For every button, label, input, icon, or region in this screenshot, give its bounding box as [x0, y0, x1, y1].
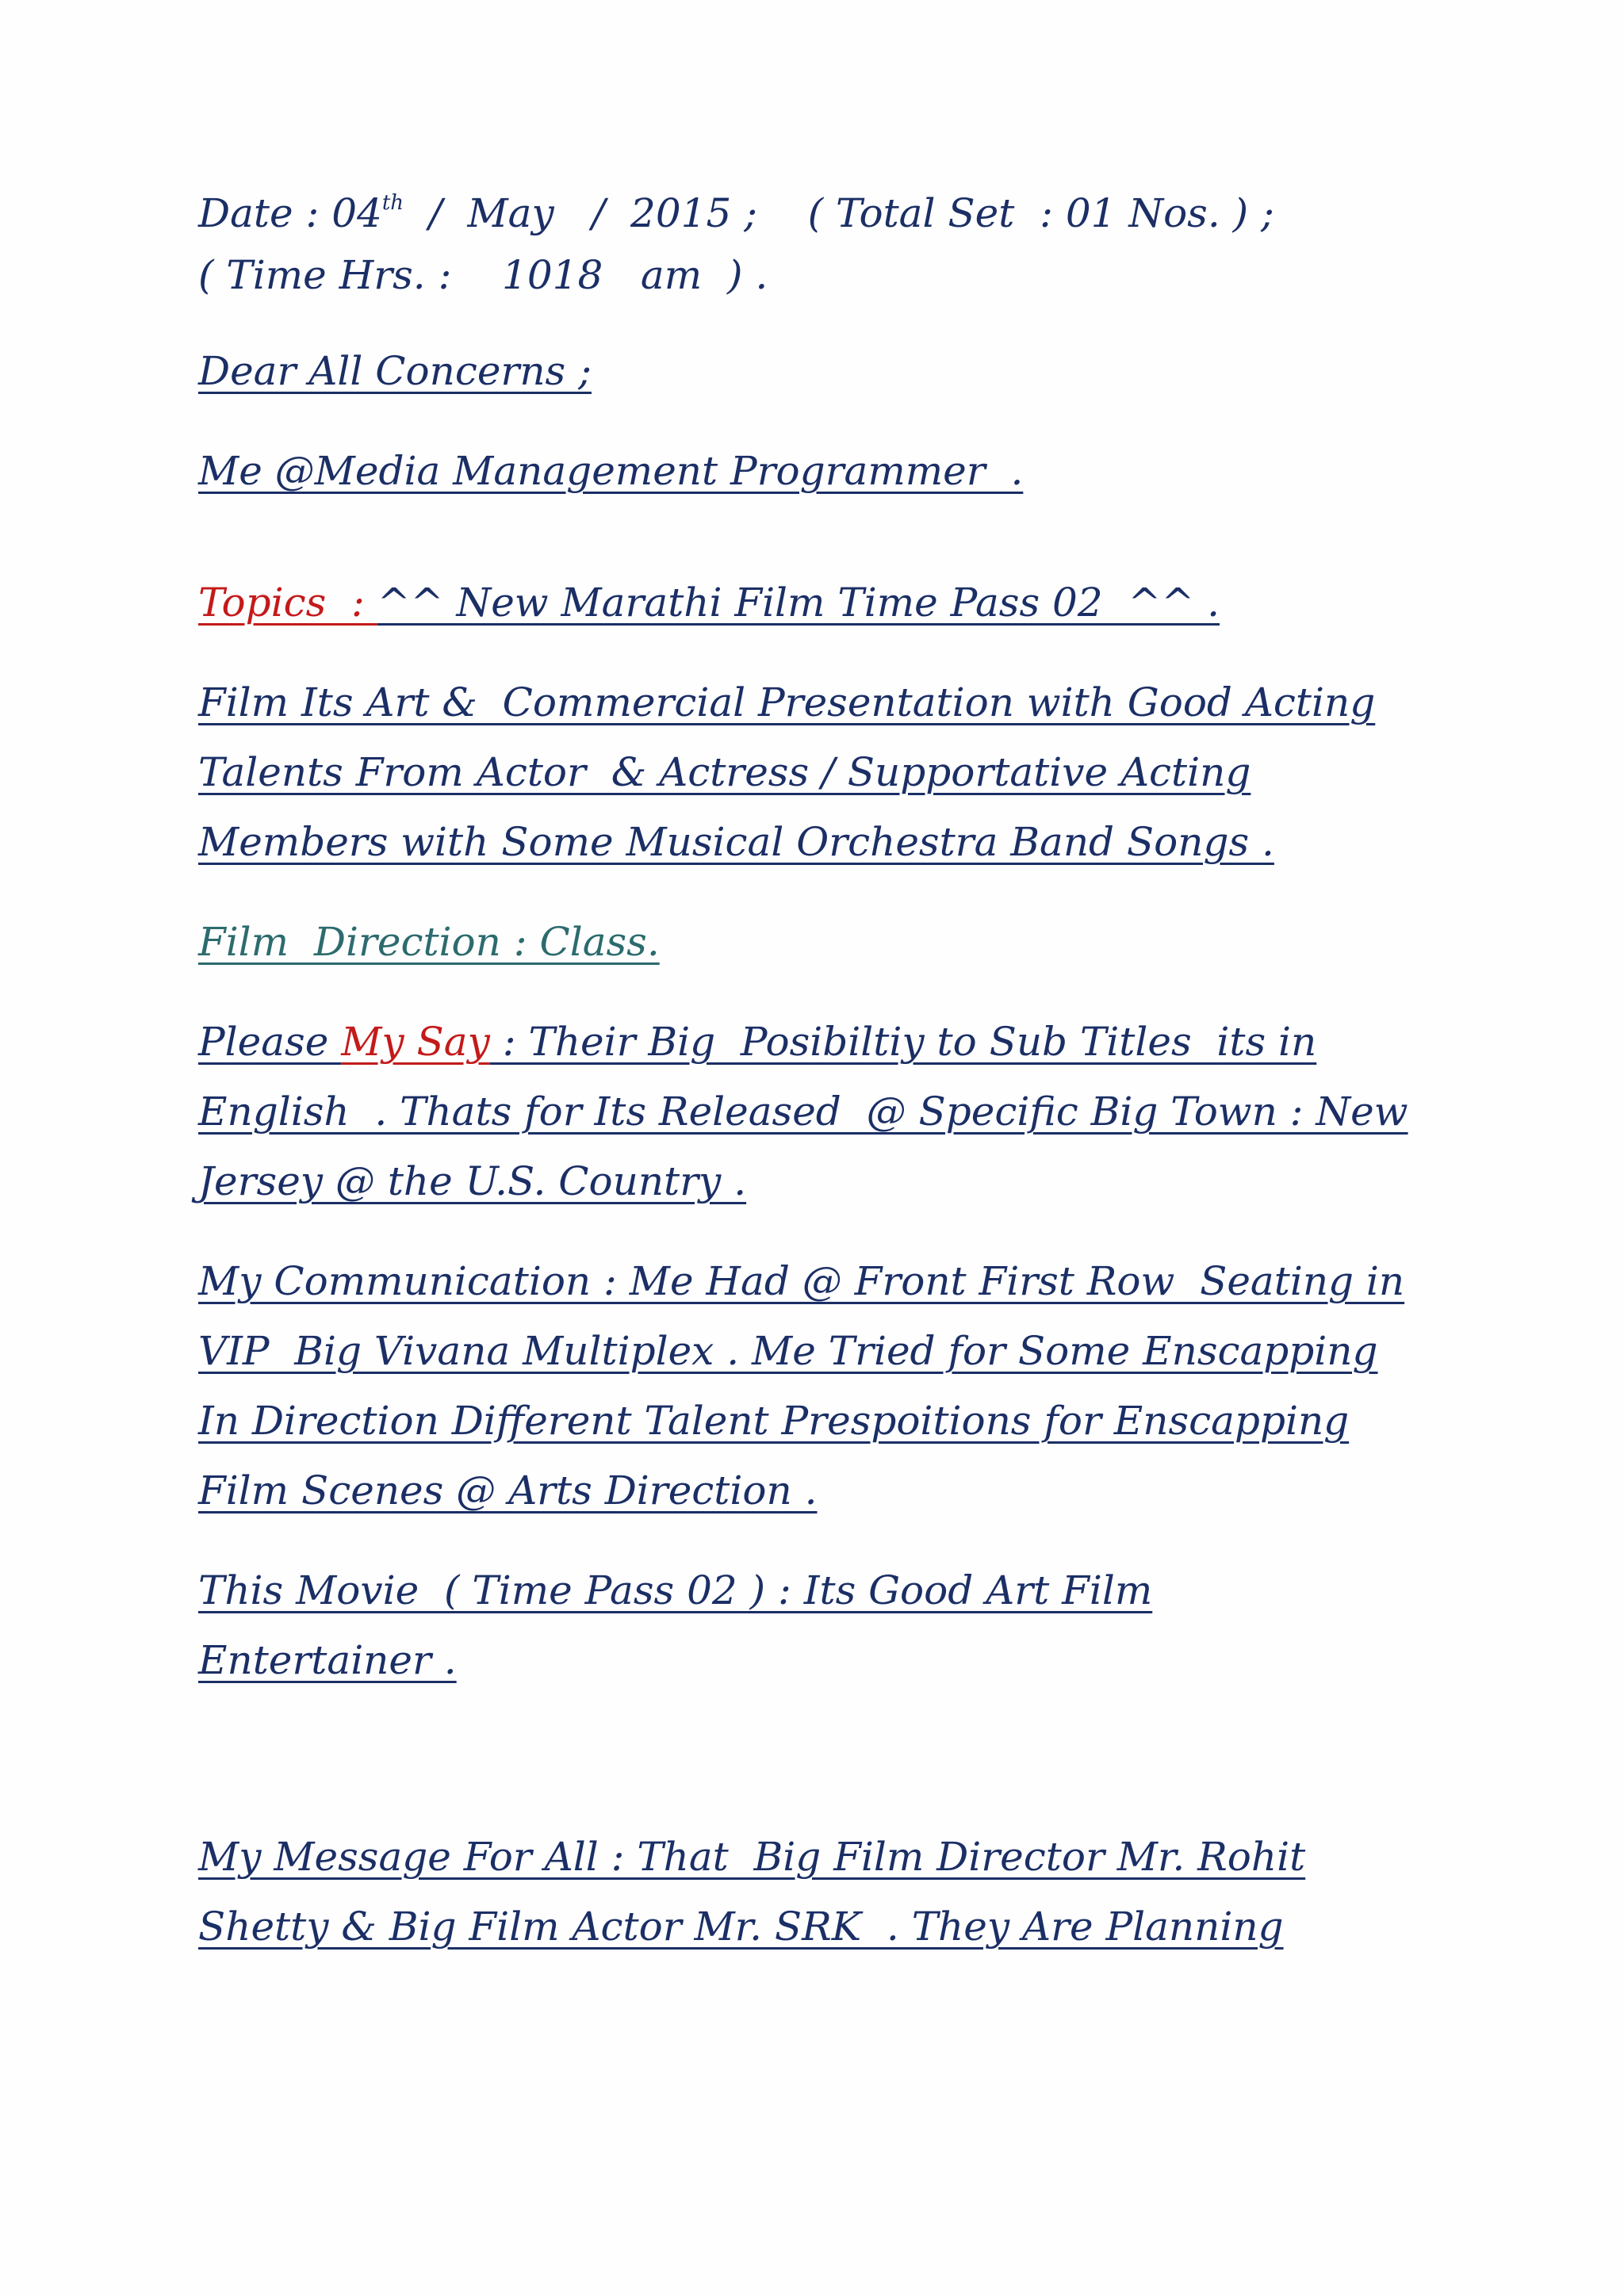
movie-line: This Movie ( Time Pass 02 ) : Its Good Art Film: [198, 1567, 1153, 1613]
communication-line: Film Scenes @ Arts Direction .: [198, 1468, 818, 1513]
film-direction-paragraph: [198, 907, 1451, 977]
film-description-line: Film Its Art & Commercial Presentation with Good Acting: [198, 679, 1376, 725]
film-direction-heading: Film Direction : Class.: [198, 919, 660, 965]
date-line: [198, 182, 1451, 244]
date-rest: / May / 2015 ; ( Total Set : 01 Nos. ) ;: [404, 190, 1274, 236]
my-say-line: English . Thats for Its Released @ Specific Big Town : New: [198, 1089, 1408, 1135]
communication-line: VIP Big Vivana Multiplex . Me Tried for Some Enscapping: [198, 1328, 1378, 1374]
film-description-paragraph: [198, 668, 1451, 877]
film-description-line: Talents From Actor & Actress / Supportative Acting: [198, 749, 1251, 795]
message-line: Shetty & Big Film Actor Mr. SRK . They Are Planning: [198, 1904, 1284, 1950]
sender-line: Me @Media Management Programmer .: [198, 448, 1024, 494]
my-say-highlight: My Say: [341, 1019, 490, 1065]
salutation-paragraph: [198, 336, 1451, 406]
topic-label: Topics :: [198, 580, 377, 626]
salutation: Dear All Concerns ;: [198, 348, 592, 394]
time-line: ( Time Hrs. : 1018 am ) .: [198, 252, 768, 298]
movie-line: Entertainer .: [198, 1637, 457, 1683]
film-description-line: Members with Some Musical Orchestra Band Songs .: [198, 819, 1274, 865]
message-paragraph: [198, 1822, 1451, 1961]
my-say-line: : Their Big Posibiltiy to Sub Titles its in: [489, 1019, 1317, 1065]
my-say-prefix: Please: [198, 1019, 342, 1065]
communication-line: In Direction Different Talent Prespoitions for Enscapping: [198, 1398, 1350, 1444]
sender-paragraph: [198, 436, 1451, 506]
topic-paragraph: [198, 568, 1451, 637]
letter-body: [198, 182, 1451, 1961]
message-line: My Message For All : That Big Film Director Mr. Rohit: [198, 1834, 1306, 1880]
movie-paragraph: [198, 1556, 1451, 1695]
my-say-paragraph: [198, 1007, 1451, 1216]
date-header: [198, 182, 1451, 306]
my-say-line: Jersey @ the U.S. Country .: [198, 1158, 747, 1204]
topic-text: ^^ New Marathi Film Time Pass 02 ^^ .: [377, 580, 1220, 626]
communication-paragraph: [198, 1246, 1451, 1525]
date-label: Date : 04: [198, 190, 382, 236]
communication-line: My Communication : Me Had @ Front First Row Seating in: [198, 1258, 1405, 1304]
date-suffix: th: [381, 191, 404, 215]
